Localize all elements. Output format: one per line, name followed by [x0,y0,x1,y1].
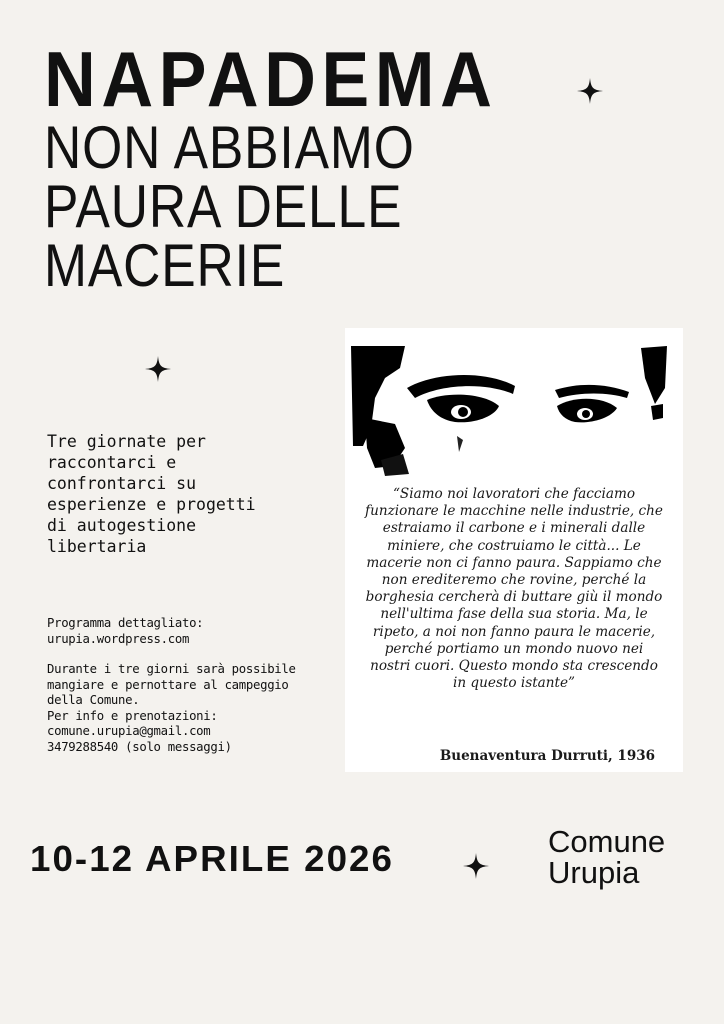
event-subtitle: NON ABBIAMO PAURA DELLE MACERIE [44,114,415,299]
event-info [47,616,307,755]
contact-phone: 3479288540 (solo messaggi) [47,739,232,754]
event-title: NAPADEMA [44,35,498,123]
contact-label: Per info e prenotazioni: [47,708,218,723]
contact-email[interactable]: comune.urupia@gmail.com [47,724,211,738]
program-label: Programma dettagliato: [47,616,204,630]
food-note: Durante i tre giorni sarà possibile mangiare e pernottare al campeggio della Comune. [47,662,296,707]
program-link[interactable]: urupia.wordpress.com [47,631,190,646]
event-dates: 10-12 APRILE 2026 [30,838,394,879]
quote-author: Buenaventura Durruti, 1936 [439,748,655,764]
portrait-image [345,328,683,478]
sparkle-icon [145,356,171,382]
organizer-name: Comune Urupia [548,824,666,890]
sparkle-icon [463,853,489,879]
event-description: Tre giornate per raccontarci e confrontarci su esperienze e progetti di autogestione libertaria [47,432,256,556]
quote-text: “Siamo noi lavoratori che facciamo funzionare le macchine nelle industrie, che estraiamo il carbone e i minerali dalle miniere, che costruiamo le città... Le macerie non ci fanno paura. Sappiamo che non erediteremo che rovine, perché la borghesia cercherà di buttare giù il mondo nell'ultima fase della sua storia. Ma, le ripeto, a noi non fanno paura le macerie, perché portiamo un mondo nuovo nei nostri cuori. Questo mondo sta crescendo in questo istante” [365,486,663,692]
quote-card [345,328,683,772]
sparkle-icon [577,78,603,104]
